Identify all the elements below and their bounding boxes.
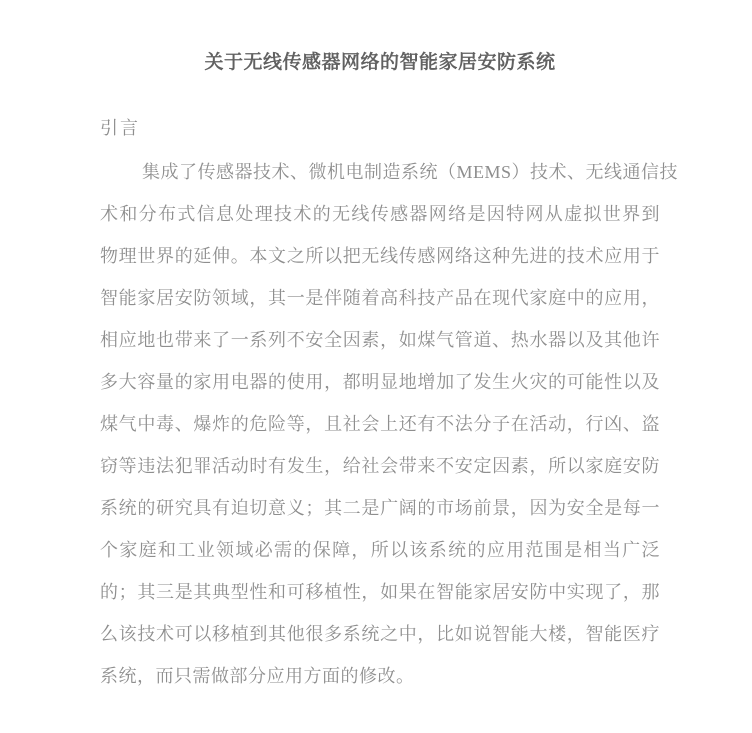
paragraph-line: 的；其三是其典型性和可移植性，如果在智能家居安防中实现了，那	[100, 582, 660, 602]
document-title: 关于无线传感器网络的智能家居安防系统	[204, 52, 556, 73]
paragraph-line: 系统，而只需做部分应用方面的修改。	[100, 666, 415, 686]
introduction-paragraph	[100, 151, 679, 697]
paragraph-line: 集成了传感器技术、微机电制造系统（MEMS）技术、无线通信技	[142, 162, 679, 182]
paragraph-line: 煤气中毒、爆炸的危险等，且社会上还有不法分子在活动，行凶、盗	[100, 414, 660, 434]
paragraph-line: 么该技术可以移植到其他很多系统之中，比如说智能大楼，智能医疗	[100, 624, 660, 644]
paragraph-line: 系统的研究具有迫切意义；其二是广阔的市场前景，因为安全是每一	[100, 498, 660, 518]
section-heading-introduction: 引言	[100, 118, 140, 138]
paragraph-line: 智能家居安防领域，其一是伴随着高科技产品在现代家庭中的应用，	[100, 288, 660, 308]
paragraph-line: 物理世界的延伸。本文之所以把无线传感网络这种先进的技术应用于	[100, 246, 660, 266]
paragraph-line: 多大容量的家用电器的使用，都明显地增加了发生火灾的可能性以及	[100, 372, 660, 392]
paragraph-line: 相应地也带来了一系列不安全因素，如煤气管道、热水器以及其他许	[100, 330, 660, 350]
paragraph-line: 个家庭和工业领域必需的保障，所以该系统的应用范围是相当广泛	[100, 540, 660, 560]
paragraph-line: 术和分布式信息处理技术的无线传感器网络是因特网从虚拟世界到	[100, 204, 660, 224]
paragraph-line: 窃等违法犯罪活动时有发生，给社会带来不安定因素，所以家庭安防	[100, 456, 660, 476]
